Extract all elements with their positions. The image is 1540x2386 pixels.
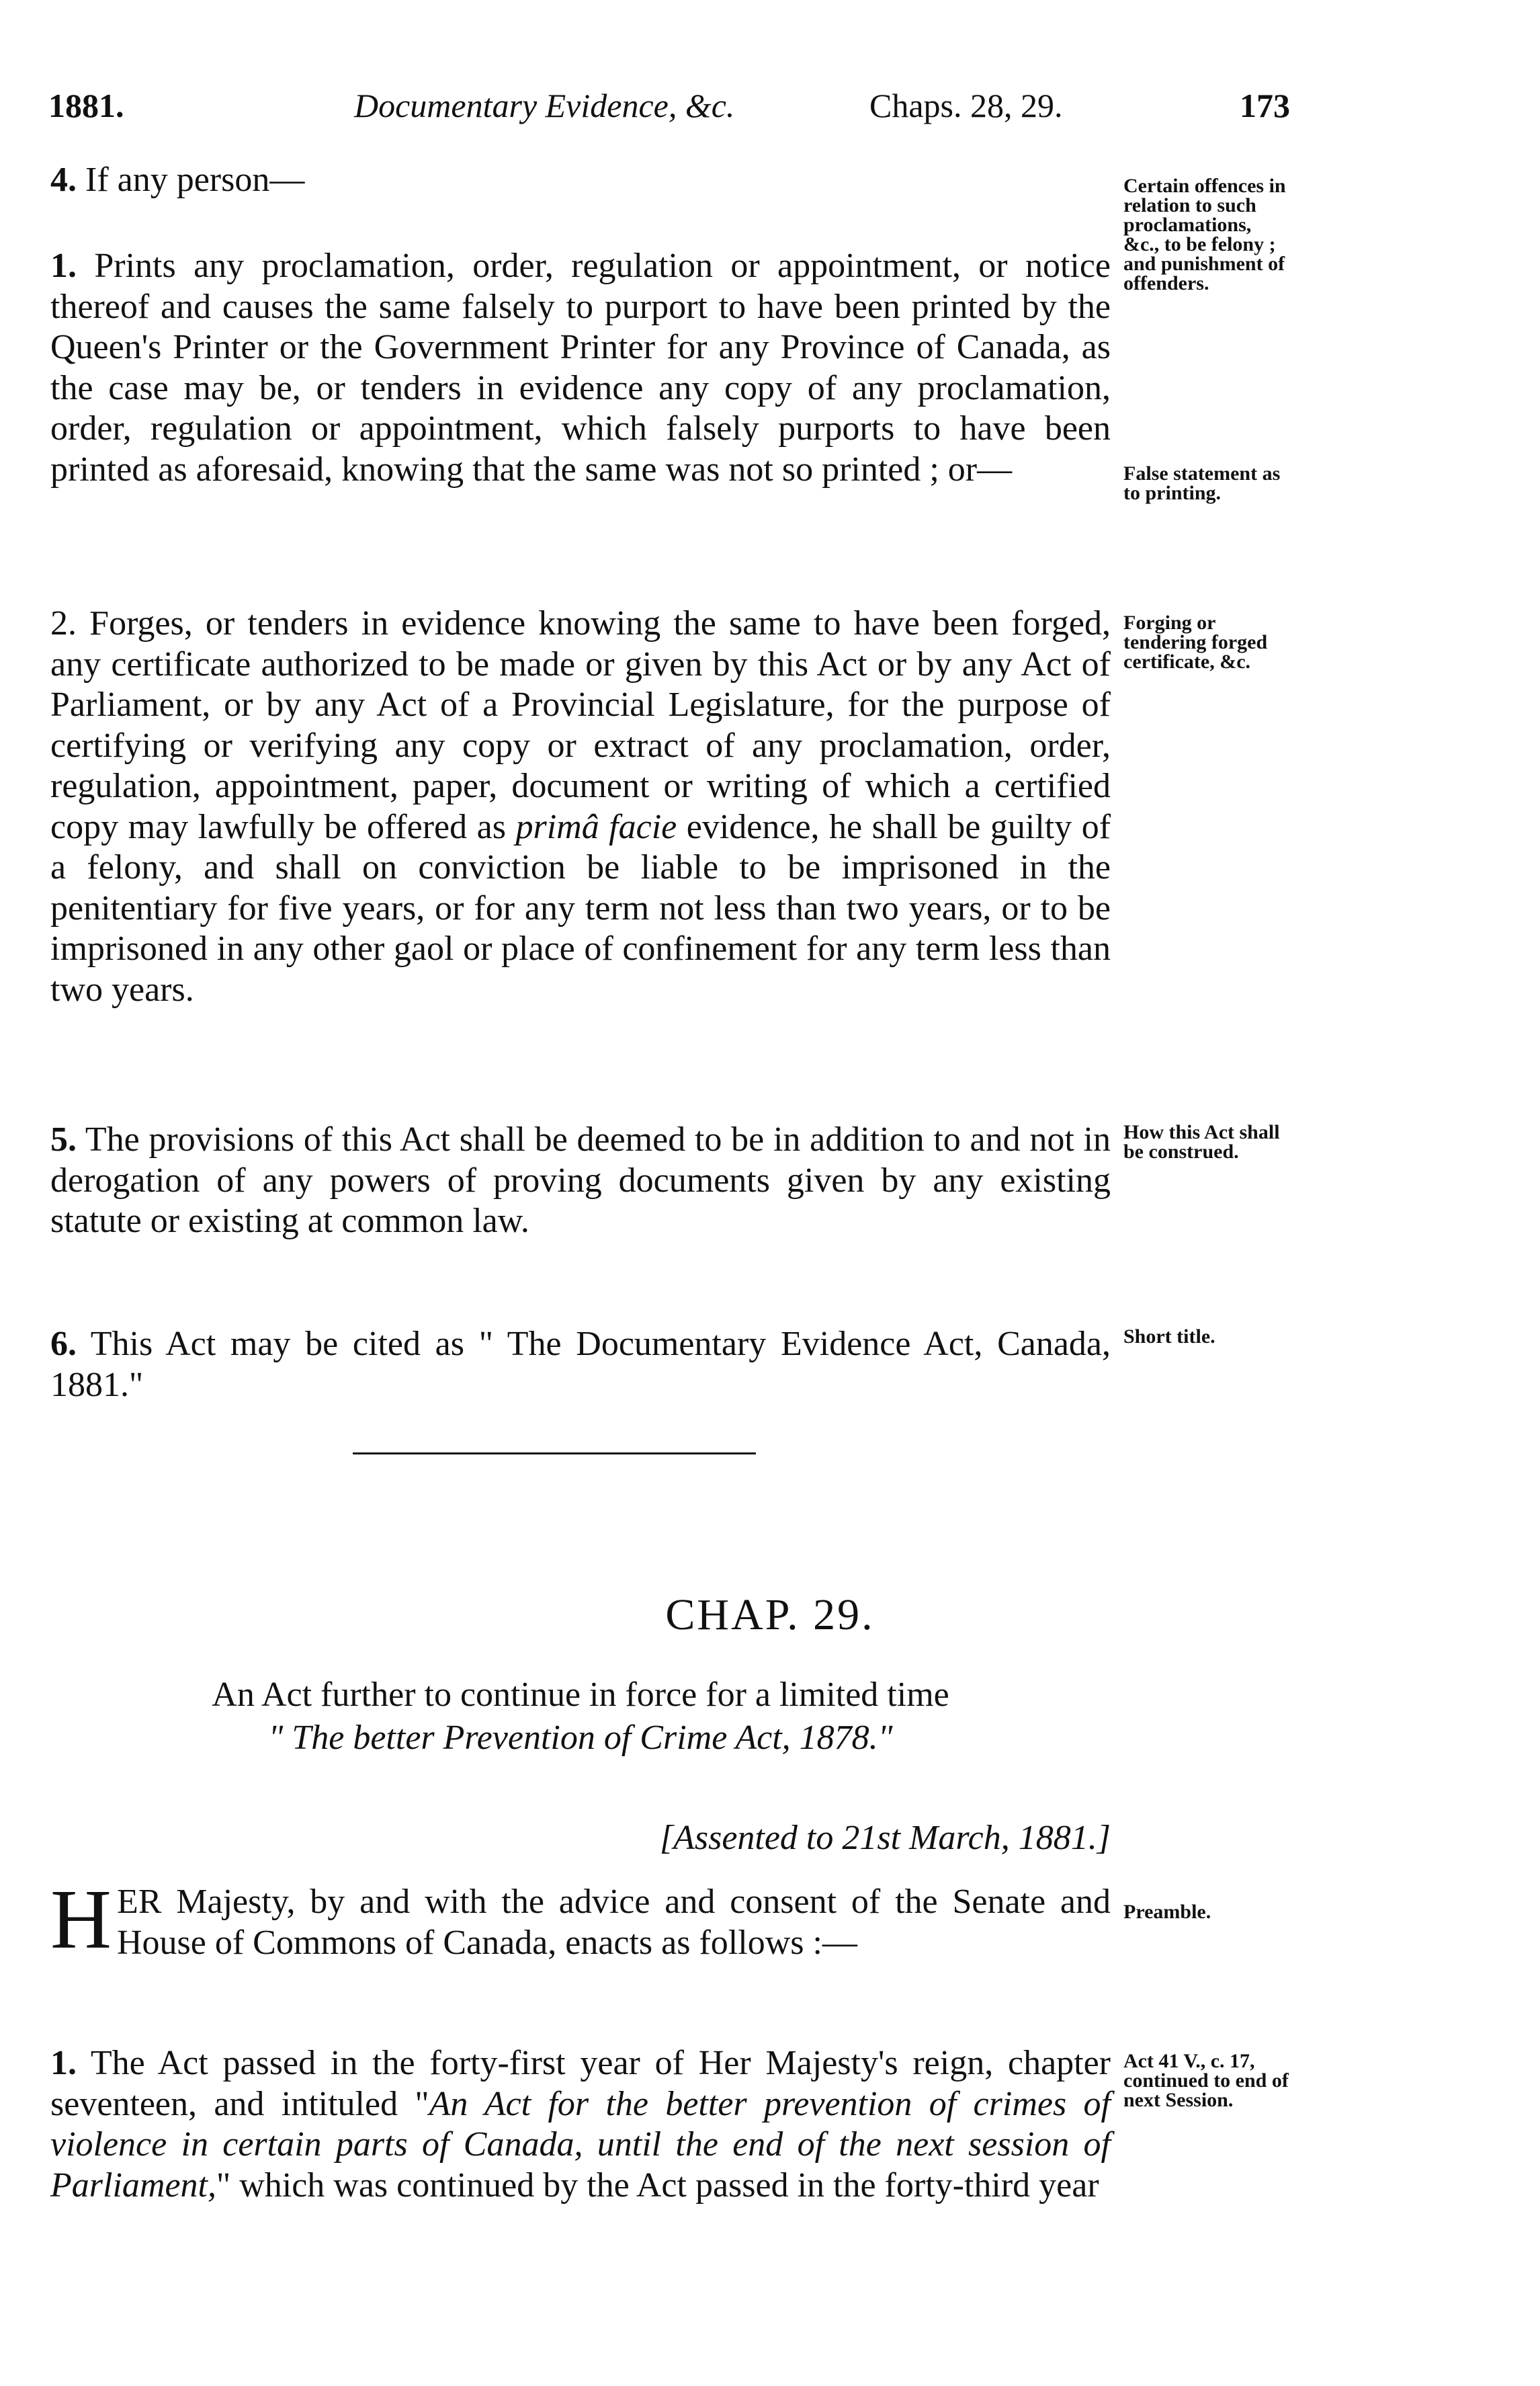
section-5: [50, 1120, 1111, 1242]
running-header: [48, 86, 1493, 133]
marginal-note-short-title: Short title.: [1123, 1325, 1215, 1348]
marginal-note-certain-offences: Certain offences in relation to such proclamations, &c., to be felony ; and punishment of offenders.: [1123, 175, 1286, 294]
preamble-text: ER Majesty, by and with the advice and consent of the Senate and House of Commons of Canada, enacts as follows :—: [117, 1883, 1111, 1962]
chapter-29-title: CHAP. 29.: [665, 1590, 875, 1639]
section-6: [50, 1324, 1111, 1405]
act-title-line-2: " The better Prevention of Crime Act, 1878.": [268, 1719, 893, 1757]
marginal-note-forging: Forging or tendering forged certificate, &c.: [1123, 612, 1268, 673]
section-4-heading-text: If any person—: [85, 161, 305, 199]
clause-1-number: 1.: [50, 247, 77, 285]
section-4-number: 4.: [50, 161, 77, 199]
chapter-29-section-1-text-a: The Act passed in the forty-first year of Her Majesty's reign, chapter seventeen, and intituled ": [50, 2044, 1111, 2123]
chapter-29-section-1: [50, 2043, 1111, 2206]
chapter-29-section-1-italic: An Act for the better prevention of crimes of violence in certain parts of Canada, until the end of the next session of Parliament,: [50, 2084, 1111, 2205]
chapter-29-section-1-text-b: " which was continued by the Act passed in the forty-third year: [216, 2166, 1099, 2205]
section-6-number: 6.: [50, 1325, 77, 1363]
marginal-note-act-41: Act 41 V., c. 17, continued to end of next Session.: [1123, 2050, 1289, 2111]
marginal-note-false-statement: False statement as to printing.: [1123, 462, 1281, 504]
section-6-text: This Act may be cited as " The Documentary Evidence Act, Canada, 1881.": [50, 1325, 1111, 1404]
section-4-heading: [50, 160, 1111, 201]
clause-2-text-a: Forges, or tenders in evidence knowing the same to have been forged, any certificate authorized to be made or given by this Act or by any Act of Parliament, or by any Act of a Provincial Legislature, for the purpose of certifying or verifying any copy or extract of any proclamation, order, regulation, appointment, paper, document or writing of which a certified copy may lawfully be offered as: [50, 604, 1111, 846]
act-title: [50, 1674, 1111, 1760]
clause-1-text: Prints any proclamation, order, regulation or appointment, or notice thereof and causes the same falsely to purport to have been printed by the Queen's Printer or the Government Printer for any Province of Canada, as the case may be, or tenders in evidence any copy of any proclamation, order, regulation or appointment, which falsely purports to have been printed as aforesaid, knowing that the same was not so printed ; or—: [50, 247, 1111, 489]
preamble-drop-cap: H: [50, 1873, 112, 1967]
section-5-text: The provisions of this Act shall be deemed to be in addition to and not in derogation of any powers of proving documents given by any existing statute or existing at common law.: [50, 1120, 1111, 1240]
section-5-number: 5.: [50, 1120, 77, 1159]
section-divider-rule: [353, 1452, 756, 1454]
header-chapters: Chaps. 28, 29.: [869, 87, 1063, 124]
clause-2-text-b: evidence, he shall be guilty of a felony, and shall on conviction be liable to be imprisoned in the penitentiary for five years, or for any term not less than two years, or to be imprisoned in any other gaol or place of confinement for any term less than two years.: [50, 807, 1111, 1009]
clause-1: [50, 246, 1111, 490]
header-page-number: 173: [1240, 87, 1290, 124]
header-title: Documentary Evidence, &c.: [354, 87, 735, 124]
clause-2: [50, 604, 1111, 1010]
clause-2-number: 2.: [50, 604, 77, 643]
chapter-29-section-1-number: 1.: [50, 2044, 77, 2082]
marginal-note-construction: How this Act shall be construed.: [1123, 1121, 1280, 1163]
preamble: [50, 1873, 1111, 1967]
marginal-note-preamble: Preamble.: [1123, 1901, 1211, 1923]
clause-2-italic: primâ facie: [515, 807, 677, 846]
act-title-line-1: An Act further to continue in force for a limited time: [212, 1676, 949, 1714]
assented-date: [Assented to 21st March, 1881.]: [659, 1819, 1111, 1857]
header-year: 1881.: [48, 87, 124, 124]
